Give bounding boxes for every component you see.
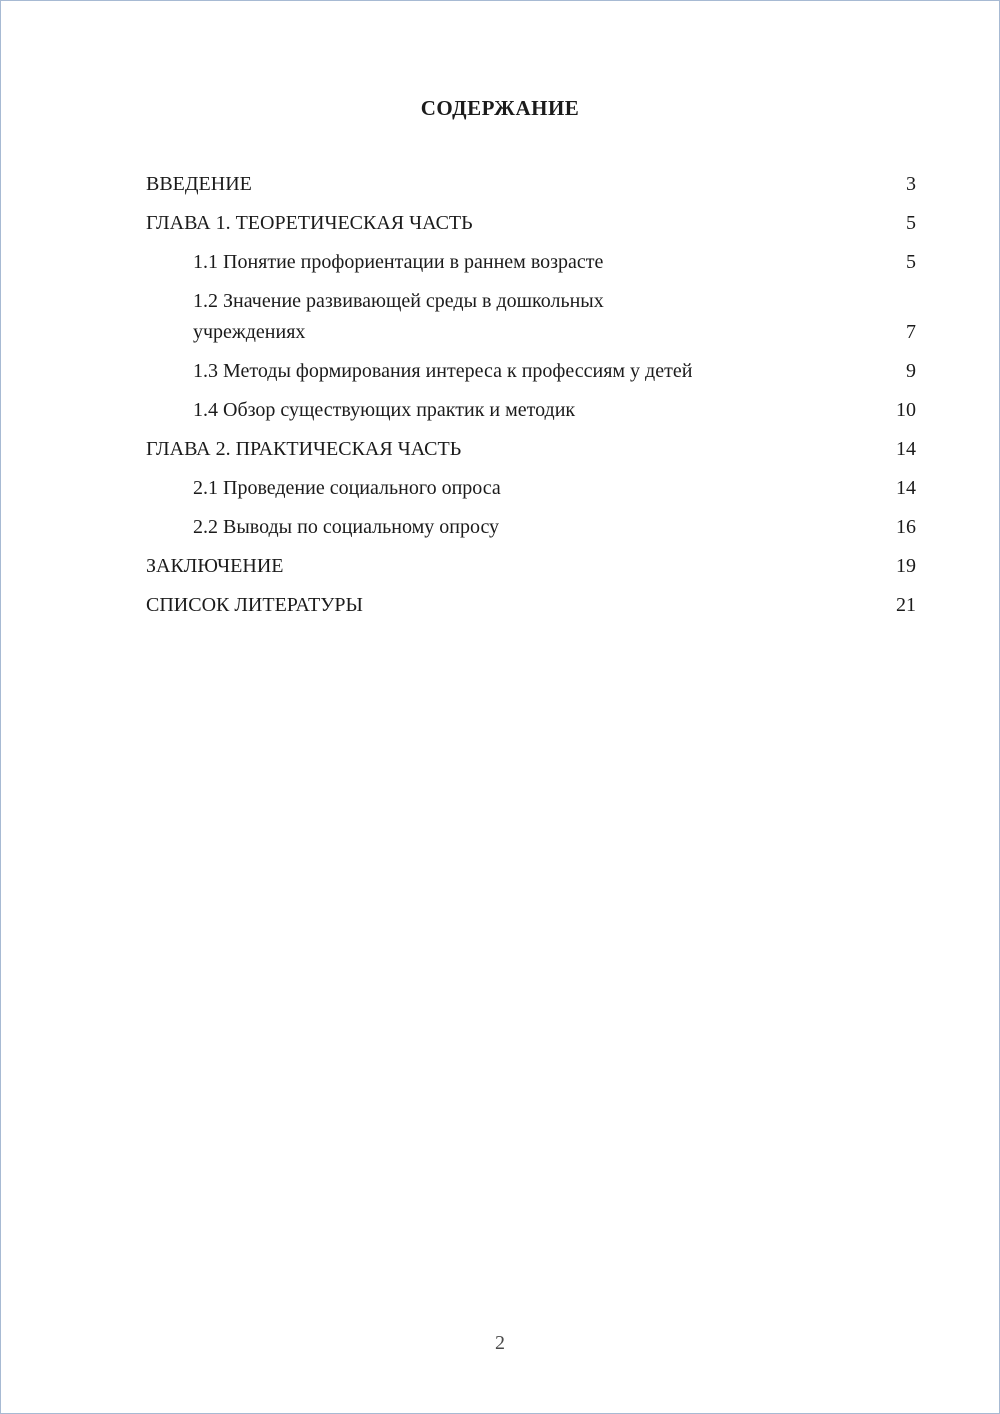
table-of-contents: [146, 169, 916, 621]
toc-entry-label: СПИСОК ЛИТЕРАТУРЫ: [146, 594, 363, 616]
toc-entry-label: 2.1 Проведение социального опроса: [193, 477, 501, 499]
toc-entry: [146, 356, 916, 387]
toc-entry: [146, 434, 916, 465]
toc-entry-page: 5: [906, 251, 916, 273]
toc-entry-page: 5: [906, 212, 916, 234]
toc-entry-page: 10: [896, 399, 916, 421]
toc-entry-label: 2.2 Выводы по социальному опросу: [193, 516, 500, 538]
toc-entry-page: 14: [896, 477, 916, 499]
toc-entry-label: ГЛАВА 2. ПРАКТИЧЕСКАЯ ЧАСТЬ: [146, 438, 462, 460]
toc-entry-page: 21: [896, 594, 916, 616]
toc-entry-label: ГЛАВА 1. ТЕОРЕТИЧЕСКАЯ ЧАСТЬ: [146, 212, 473, 234]
toc-entry-page: 16: [896, 516, 916, 538]
toc-entry-label: 1.1 Понятие профориентации в раннем возрасте: [193, 251, 604, 273]
toc-entry: [146, 286, 916, 348]
toc-entry-page: 14: [896, 438, 916, 460]
toc-entry: [146, 590, 916, 621]
toc-entry-page: 9: [906, 360, 916, 382]
document-title: СОДЕРЖАНИЕ: [420, 96, 580, 120]
toc-entry-page: 19: [896, 555, 916, 577]
toc-entry: [146, 395, 916, 426]
toc-entry-label: 1.2 Значение развивающей среды в дошкольных учреждениях: [193, 290, 604, 343]
toc-entry: [146, 512, 916, 543]
toc-entry-page: 7: [906, 321, 916, 343]
toc-entry: [146, 473, 916, 504]
toc-entry: [146, 551, 916, 582]
toc-entry: [146, 169, 916, 200]
toc-entry-label: ЗАКЛЮЧЕНИЕ: [146, 555, 284, 577]
toc-entry-label: ВВЕДЕНИЕ: [146, 173, 252, 195]
toc-entry: [146, 208, 916, 239]
toc-entry: [146, 247, 916, 278]
toc-entry-page: 3: [906, 173, 916, 195]
toc-entry-label: 1.4 Обзор существующих практик и методик: [193, 399, 576, 421]
toc-entry-label: 1.3 Методы формирования интереса к профессиям у детей: [193, 360, 693, 382]
page-number: 2: [495, 1332, 505, 1354]
